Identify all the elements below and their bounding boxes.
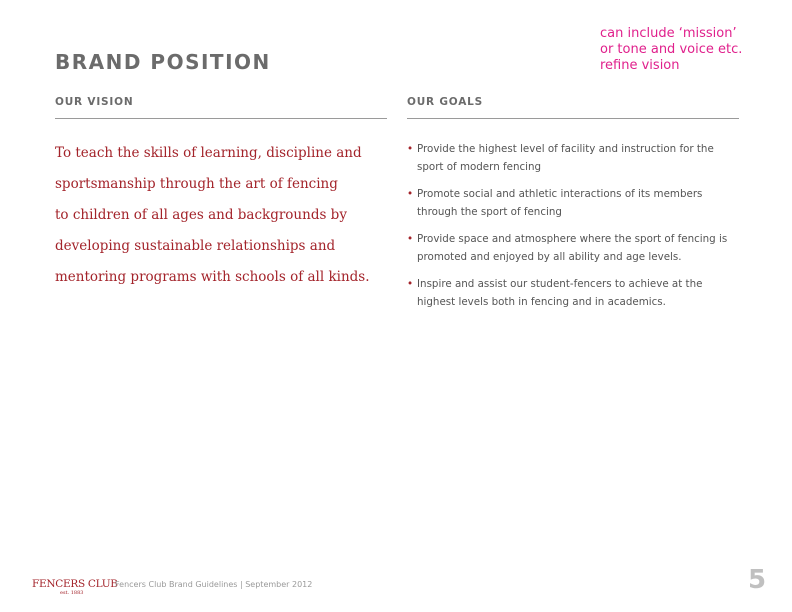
- note-line: can include ‘mission’: [600, 26, 737, 41]
- page-title: BRAND POSITION: [55, 50, 271, 74]
- note-line: or tone and voice etc.: [600, 42, 743, 57]
- goal-item: [407, 230, 737, 266]
- vision-statement: [55, 138, 385, 293]
- goal-line: promoted and enjoyed by all ability and age levels.: [417, 251, 682, 263]
- bullet-icon: •: [407, 278, 414, 290]
- annotation-note: [600, 26, 780, 74]
- bullet-icon: •: [407, 233, 414, 245]
- vision-line: To teach the skills of learning, discipline and: [55, 145, 362, 161]
- vision-line: developing sustainable relationships and: [55, 238, 336, 254]
- note-line: refine vision: [600, 58, 680, 73]
- goal-item: [407, 185, 737, 221]
- goals-heading: OUR GOALS: [407, 96, 484, 108]
- vision-line: to children of all ages and backgrounds by: [55, 207, 347, 223]
- goal-line: sport of modern fencing: [417, 161, 542, 173]
- vision-line: mentoring programs with schools of all kinds.: [55, 269, 370, 285]
- vision-line: sportsmanship through the art of fencing: [55, 176, 338, 192]
- goal-item: [407, 275, 737, 311]
- goal-line: Provide space and atmosphere where the sport of fencing is: [417, 233, 728, 245]
- logo-established: est. 1883: [60, 590, 84, 596]
- goal-line: Inspire and assist our student-fencers to achieve at the: [417, 278, 703, 290]
- goal-line: through the sport of fencing: [417, 206, 562, 218]
- vision-heading: OUR VISION: [55, 96, 134, 108]
- vision-divider: [55, 118, 387, 119]
- goals-list: [407, 140, 737, 320]
- goal-line: Provide the highest level of facility and instruction for the: [417, 143, 714, 155]
- page-number: 5: [748, 565, 767, 595]
- bullet-icon: •: [407, 143, 414, 155]
- goal-line: highest levels both in fencing and in academics.: [417, 296, 666, 308]
- bullet-icon: •: [407, 188, 414, 200]
- goal-line: Promote social and athletic interactions of its members: [417, 188, 703, 200]
- goal-item: [407, 140, 737, 176]
- footer-caption: Fencers Club Brand Guidelines | September 2012: [115, 580, 313, 589]
- logo-wordmark: FENCERS CLUB: [32, 578, 118, 590]
- fencers-club-logo: [32, 578, 118, 598]
- goals-divider: [407, 118, 739, 119]
